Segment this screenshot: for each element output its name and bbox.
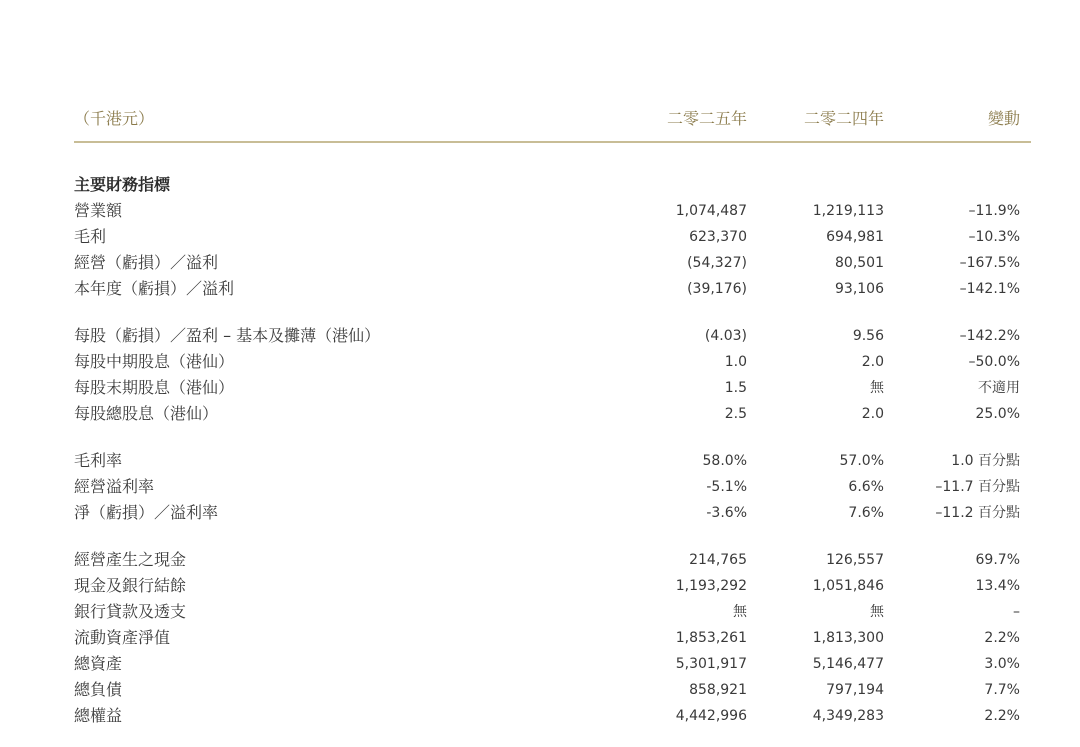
section-title: 主要財務指標 [74, 175, 171, 194]
column-header-change: 變動 [987, 109, 1020, 128]
table-row [74, 547, 1031, 573]
value-2025: (54,327) [687, 255, 747, 271]
table-row [74, 703, 1031, 729]
value-2024: 93,106 [835, 281, 884, 297]
table-row [74, 474, 1031, 500]
value-2025: 無 [733, 604, 747, 620]
value-2025: -5.1% [706, 479, 747, 495]
financial-summary-page [74, 0, 1031, 747]
value-2024: 5,146,477 [812, 656, 884, 672]
row-label: 總負債 [74, 680, 123, 699]
table-row [74, 375, 1031, 401]
table-header [74, 106, 1031, 134]
value-change: –11.9% [968, 203, 1020, 219]
value-2025: 1,074,487 [675, 203, 747, 219]
table-row [74, 625, 1031, 651]
row-label: 每股（虧損）／盈利 – 基本及攤薄（港仙） [74, 326, 381, 345]
row-label: 每股中期股息（港仙） [74, 352, 235, 371]
row-label: 銀行貸款及透支 [74, 602, 187, 621]
value-change: 2.2% [984, 630, 1020, 646]
row-label: 總資產 [74, 654, 123, 673]
value-2024: 2.0 [861, 354, 884, 370]
financial-table [74, 172, 1031, 729]
value-2024: 126,557 [826, 552, 884, 568]
row-label: 毛利率 [74, 451, 123, 470]
value-2025: 1,853,261 [675, 630, 747, 646]
value-change: –142.1% [959, 281, 1020, 297]
column-header-2025: 二零二五年 [666, 109, 747, 128]
table-row [74, 198, 1031, 224]
table-row [74, 276, 1031, 302]
value-change: 69.7% [975, 552, 1020, 568]
value-2025: 858,921 [689, 682, 747, 698]
row-label: 總權益 [74, 706, 123, 725]
value-change: 1.0 百分點 [951, 453, 1020, 469]
value-2024: 無 [870, 380, 884, 396]
table-row [74, 401, 1031, 427]
value-2025: 623,370 [689, 229, 747, 245]
value-2024: 797,194 [826, 682, 884, 698]
value-2024: 6.6% [848, 479, 884, 495]
value-2024: 2.0 [861, 406, 884, 422]
value-change: 13.4% [975, 578, 1020, 594]
table-row [74, 349, 1031, 375]
column-header-2024: 二零二四年 [803, 109, 884, 128]
header-divider [74, 141, 1031, 143]
group-spacer [74, 302, 1031, 323]
row-label: 毛利 [74, 227, 107, 246]
value-change: –11.2 百分點 [935, 505, 1020, 521]
row-label: 經營產生之現金 [74, 550, 187, 569]
value-2024: 1,051,846 [812, 578, 884, 594]
value-2025: (39,176) [687, 281, 747, 297]
row-label: 營業額 [74, 201, 123, 220]
unit-label: （千港元） [74, 109, 155, 128]
table-row [74, 323, 1031, 349]
table-row [74, 224, 1031, 250]
value-2024: 4,349,283 [812, 708, 884, 724]
value-change: 2.2% [984, 708, 1020, 724]
value-2024: 694,981 [826, 229, 884, 245]
value-2025: (4.03) [704, 328, 747, 344]
row-label: 每股總股息（港仙） [74, 404, 219, 423]
value-2025: 214,765 [689, 552, 747, 568]
value-2024: 1,219,113 [812, 203, 884, 219]
table-row [74, 599, 1031, 625]
table-row [74, 573, 1031, 599]
value-2025: 1.0 [724, 354, 747, 370]
value-change: –167.5% [959, 255, 1020, 271]
value-change: –50.0% [968, 354, 1020, 370]
value-change: –11.7 百分點 [935, 479, 1020, 495]
table-row [74, 500, 1031, 526]
value-2025: 2.5 [724, 406, 747, 422]
section-title-row [74, 172, 1031, 198]
value-2024: 9.56 [852, 328, 884, 344]
value-2025: 5,301,917 [675, 656, 747, 672]
value-2025: 1,193,292 [675, 578, 747, 594]
value-2024: 7.6% [848, 505, 884, 521]
value-2024: 80,501 [835, 255, 884, 271]
value-change: – [1013, 604, 1020, 620]
value-2024: 無 [870, 604, 884, 620]
value-2024: 57.0% [839, 453, 884, 469]
group-spacer [74, 427, 1031, 448]
row-label: 本年度（虧損）／溢利 [74, 279, 235, 298]
table-row [74, 250, 1031, 276]
value-2024: 1,813,300 [812, 630, 884, 646]
row-label: 經營溢利率 [74, 477, 155, 496]
value-change: 7.7% [984, 682, 1020, 698]
group-spacer [74, 526, 1031, 547]
value-change: 25.0% [975, 406, 1020, 422]
value-2025: 1.5 [724, 380, 747, 396]
value-change: 不適用 [978, 380, 1020, 396]
value-2025: 58.0% [702, 453, 747, 469]
table-row [74, 677, 1031, 703]
value-change: –142.2% [959, 328, 1020, 344]
row-label: 淨（虧損）／溢利率 [74, 503, 219, 522]
row-label: 經營（虧損）／溢利 [74, 253, 219, 272]
value-2025: -3.6% [706, 505, 747, 521]
value-2025: 4,442,996 [675, 708, 747, 724]
value-change: –10.3% [968, 229, 1020, 245]
row-label: 流動資產淨值 [74, 628, 171, 647]
value-change: 3.0% [984, 656, 1020, 672]
row-label: 現金及銀行結餘 [74, 576, 187, 595]
table-row [74, 448, 1031, 474]
row-label: 每股末期股息（港仙） [74, 378, 235, 397]
table-row [74, 651, 1031, 677]
